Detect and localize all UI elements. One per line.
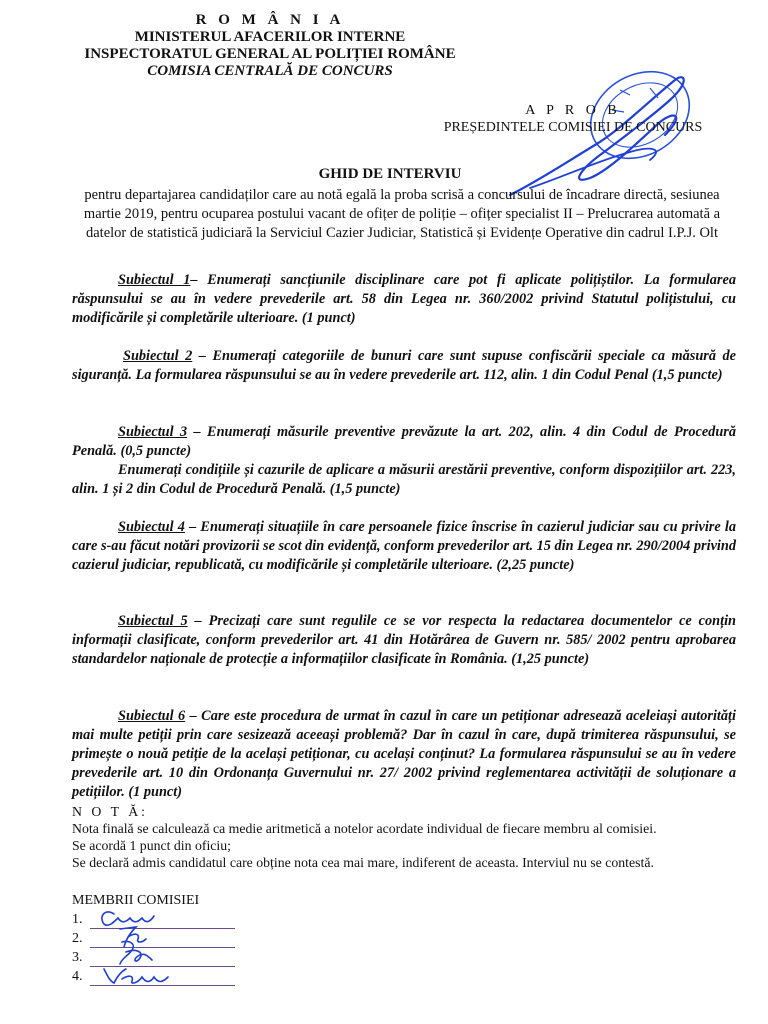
note-heading: N O T Ă:: [72, 804, 149, 819]
subject-text-extra: Enumerați condițiile și cazurile de aplicare a măsurii arestării preventive, conform dispozițiilor art. 223, alin. 1 și 2 din Codul de Procedură Penală. (1,5 puncte): [72, 462, 736, 497]
subject-text: – Enumerați sancțiunile disciplinare care pot fi aplicate polițiștilor. La formularea răspunsului se au în vedere prevederile art. 58 din Legea nr. 360/2002 privind Statutul polițistului, cu modificările și completările ulterioare. (1 punct): [72, 272, 736, 326]
note-line: Nota finală se calculează ca medie aritmetică a notelor acordate individual de fiecare membru al comisiei.: [72, 821, 657, 836]
subject-text: – Enumerați categoriile de bunuri care sunt supuse confiscării speciale ca măsură de siguranță. La formularea răspunsului se au în vedere prevederile art. 112, alin. 1 din Codul Penal (1,5 puncte): [72, 348, 737, 383]
subject-1: [72, 271, 736, 328]
signature-line: [90, 971, 235, 986]
page-title: GHID DE INTERVIU: [318, 166, 462, 182]
commission-name: COMISIA CENTRALĂ DE CONCURS: [147, 63, 393, 79]
member-number: 4.: [72, 969, 83, 984]
note-line: Se declară admis candidatul care obține nota cea mai mare, indiferent de aceasta. Interviul nu se contestă.: [72, 855, 654, 870]
subject-3: [72, 423, 736, 499]
subject-5: [72, 612, 736, 669]
subject-4: [72, 518, 736, 575]
document-header: [60, 12, 480, 80]
member-number: 1.: [72, 912, 83, 927]
note-section: [72, 803, 742, 871]
subject-text: – Precizați care sunt regulile ce se vor respecta la redactarea documentelor ce conțin informații clasificate, conform prevederilor art. 41 din Hotărârea de Guvern nr. 585/ 2002 pentru aprobarea standardelor naționale de protecție a informațiilor clasificate în România. (1,25 puncte): [72, 613, 736, 667]
member-number: 3.: [72, 950, 83, 965]
note-line: Se acordă 1 punct din oficiu;: [72, 838, 232, 853]
approve-label: A P R O B: [525, 103, 621, 118]
inspectorate-name: INSPECTORATUL GENERAL AL POLIȚIEI ROMÂNE: [84, 46, 456, 62]
member-signature: [92, 963, 182, 987]
subject-label: Subiectul 6: [118, 708, 186, 724]
subject-label: Subiectul 2: [123, 348, 193, 364]
ministry-name: MINISTERUL AFACERILOR INTERNE: [134, 29, 406, 45]
subject-label: Subiectul 1: [118, 272, 191, 288]
subject-text: – Enumerați situațiile în care persoanele fizice înscrise în cazierul judiciar sau cu privire la care s-au făcut notări provizorii se scot din evidență, conform prevederilor art. 15 din Legea nr. 290/2004 privind cazierul judiciar, republicată, cu modificările și completările ulterioare. (2,25 puncte): [72, 519, 737, 573]
member-line: [72, 967, 272, 986]
subject-2: [72, 347, 736, 385]
subject-6: [72, 707, 736, 802]
subject-label: Subiectul 5: [118, 613, 188, 629]
subject-label: Subiectul 4: [118, 519, 185, 535]
subject-label: Subiectul 3: [118, 424, 188, 440]
country-name: R O M Â N I A: [195, 12, 345, 28]
members-heading: MEMBRII COMISIEI: [72, 893, 200, 908]
subject-text: – Care este procedura de urmat în cazul în care un petiționar adresează aceleiași autorități mai multe petiții prin care sesizează aceeași problemă? Dar în cazul în care, după trimiterea răspunsului, se primește o nouă petiție de la același petiționar, cu același conținut? La formularea răspunsului se au în vedere prevederile art. 10 din Ordonanța Guvernului nr. 27/ 2002 privind reglementarea activității de soluționare a petițiilor. (1 punct): [72, 708, 736, 800]
member-number: 2.: [72, 931, 83, 946]
subject-text: – Enumerați măsurile preventive prevăzute la art. 202, alin. 4 din Codul de Procedură Penală. (0,5 puncte): [72, 424, 736, 459]
page-subtitle: pentru departajarea candidaților care au notă egală la proba scrisă a concursului de încadrare directă, sesiunea martie 2019, pentru ocuparea postului vacant de ofițer de poliție – ofițer specialist II – Prelucrarea automată a datelor de statistică judiciară la Serviciul Cazier Judiciar, Statistică și Evidențe Operative din cadrul I.P.J. Olt: [83, 187, 721, 241]
commission-members: [72, 891, 272, 986]
president-title: PREȘEDINTELE COMISIEI DE CONCURS: [443, 120, 703, 135]
approval-block: [428, 102, 718, 136]
